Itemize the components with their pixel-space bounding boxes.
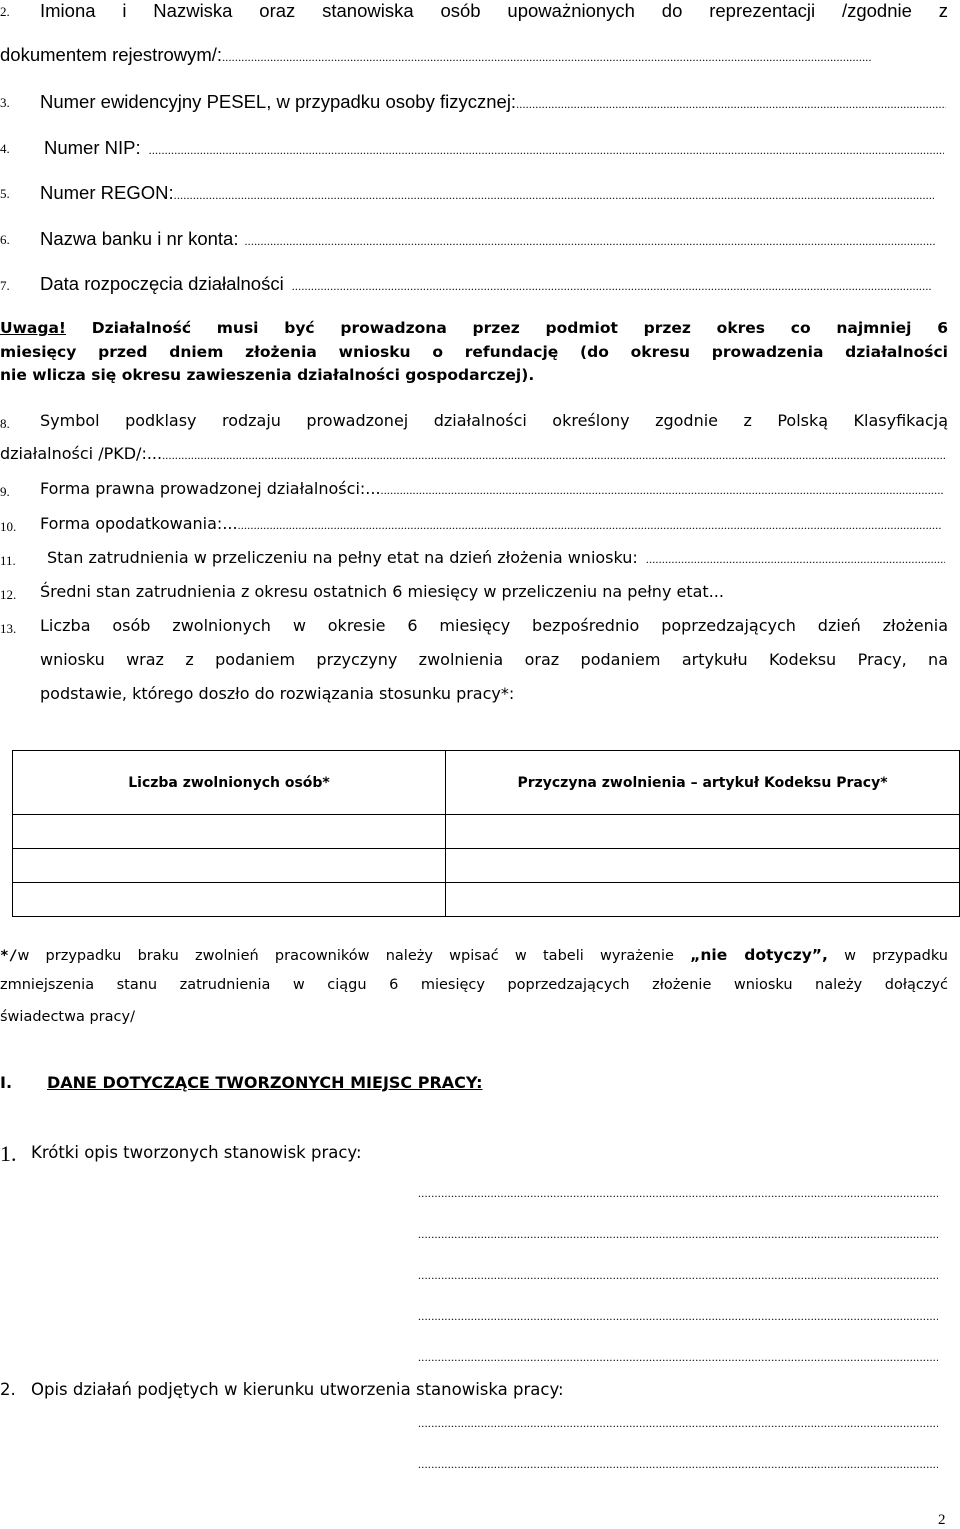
item-4-fill-dots bbox=[149, 143, 944, 158]
warning-line1 bbox=[0, 319, 948, 337]
sub2-answer-line[interactable] bbox=[418, 1416, 938, 1431]
item-2-line1: Imiona i Nazwiska oraz stanowiska osób upoważnionych do reprezentacji /zgodnie z bbox=[40, 0, 948, 21]
item-11-label: Stan zatrudnienia w przeliczeniu na pełny etat na dzień złożenia wniosku: bbox=[47, 548, 638, 567]
warning-line2: miesięcy przed dniem złożenia wniosku o refundację (do okresu prowadzenia działalności bbox=[0, 343, 948, 361]
item-10-row bbox=[40, 514, 942, 533]
item-4-label: Numer NIP: bbox=[44, 137, 141, 158]
sub1-number: 1. bbox=[0, 1141, 17, 1166]
sub1-answer-line[interactable] bbox=[418, 1309, 938, 1324]
sub1-answer-line[interactable] bbox=[418, 1268, 938, 1283]
item-3-row bbox=[40, 91, 946, 113]
footnote-quoted: „nie dotyczy”, bbox=[690, 946, 828, 964]
item-13-line2: wniosku wraz z podaniem przyczyny zwolnienia oraz podaniem artykułu Kodeksu Pracy, na bbox=[40, 650, 948, 669]
item-13-line3: podstawie, którego doszło do rozwiązania stosunku pracy*: bbox=[40, 684, 515, 703]
item-6-fill-dots bbox=[244, 234, 936, 249]
sub1-answer-line[interactable] bbox=[418, 1227, 938, 1242]
footnote-star: */ bbox=[0, 948, 18, 964]
sub2-number: 2. bbox=[0, 1380, 16, 1399]
item-2-line2-text: dokumentem rejestrowym/: bbox=[0, 44, 223, 65]
item-7-row bbox=[40, 273, 932, 295]
item-6-row bbox=[40, 228, 936, 250]
sub1-label: Krótki opis tworzonych stanowisk pracy: bbox=[31, 1143, 362, 1162]
item-6-number: 6. bbox=[0, 232, 10, 247]
item-7-fill-dots bbox=[292, 279, 932, 294]
table-cell-reason[interactable] bbox=[446, 883, 960, 917]
footnote-line1a: w przypadku braku zwolnień pracowników należy wpisać w tabeli wyrażenie bbox=[17, 948, 691, 964]
item-9-number: 9. bbox=[0, 484, 10, 499]
table-row bbox=[13, 883, 960, 917]
item-3-number: 3. bbox=[0, 95, 10, 110]
item-4-number: 4. bbox=[0, 141, 10, 156]
item-2-fill-dots bbox=[222, 50, 872, 65]
sub2-answer-line[interactable] bbox=[418, 1457, 938, 1472]
sub2-label: Opis działań podjętych w kierunku utworzenia stanowiska pracy: bbox=[31, 1380, 564, 1399]
table-row bbox=[13, 849, 960, 883]
table-header-row bbox=[13, 751, 960, 815]
item-9-label: Forma prawna prowadzonej działalności:... bbox=[40, 479, 381, 498]
item-7-number: 7. bbox=[0, 278, 10, 293]
item-4-row bbox=[44, 137, 944, 159]
item-6-label: Nazwa banku i nr konta: bbox=[40, 228, 239, 249]
table-cell-count[interactable] bbox=[13, 883, 446, 917]
item-5-label: Numer REGON: bbox=[40, 182, 174, 203]
item-10-fill-dots bbox=[238, 518, 942, 533]
dismissed-employees-table bbox=[12, 750, 960, 917]
item-12-number: 12. bbox=[0, 587, 17, 602]
table-cell-count[interactable] bbox=[13, 849, 446, 883]
item-10-label: Forma opodatkowania:... bbox=[40, 514, 238, 533]
item-13-number: 13. bbox=[0, 621, 17, 636]
item-9-fill-dots bbox=[381, 483, 944, 498]
footnote-line2: zmniejszenia stanu zatrudnienia w ciągu 6 miesięcy poprzedzających złożenie wniosku należy dołączyć bbox=[0, 977, 948, 993]
item-5-row bbox=[40, 182, 934, 204]
item-8-line2-text: działalności /PKD/:... bbox=[0, 444, 163, 463]
item-2-number: 2. bbox=[0, 4, 10, 19]
item-12-label: Średni stan zatrudnienia z okresu ostatnich 6 miesięcy w przeliczeniu na pełny etat... bbox=[40, 582, 724, 601]
table-header-reason: Przyczyna zwolnienia – artykuł Kodeksu Pracy* bbox=[446, 751, 960, 815]
item-11-number: 11. bbox=[0, 553, 16, 568]
item-8-fill-dots bbox=[162, 448, 946, 463]
sub1-answer-line[interactable] bbox=[418, 1350, 938, 1365]
item-7-label: Data rozpoczęcia działalności bbox=[40, 273, 284, 294]
footnote-line1b: w przypadku bbox=[827, 948, 948, 964]
page-number: 2 bbox=[938, 1512, 946, 1528]
item-9-row bbox=[40, 479, 944, 498]
item-5-number: 5. bbox=[0, 186, 10, 201]
table-cell-reason[interactable] bbox=[446, 849, 960, 883]
sub1-answer-line[interactable] bbox=[418, 1186, 938, 1201]
warning-prefix: Uwaga! bbox=[0, 319, 66, 337]
warning-line1-text: Działalność musi być prowadzona przez podmiot przez okres co najmniej 6 bbox=[66, 319, 948, 337]
section-roman: I. bbox=[0, 1073, 13, 1092]
item-8-line2 bbox=[0, 444, 946, 463]
item-13-line1: Liczba osób zwolnionych w okresie 6 miesięcy bezpośrednio poprzedzających dzień złożenia bbox=[40, 616, 948, 635]
item-8-number: 8. bbox=[0, 416, 10, 431]
item-10-number: 10. bbox=[0, 519, 17, 534]
section-title: DANE DOTYCZĄCE TWORZONYCH MIEJSC PRACY: bbox=[47, 1073, 483, 1092]
table-row bbox=[13, 815, 960, 849]
item-3-fill-dots bbox=[516, 97, 946, 112]
table-cell-reason[interactable] bbox=[446, 815, 960, 849]
item-5-fill-dots bbox=[174, 188, 934, 203]
footnote-line1 bbox=[0, 946, 948, 964]
item-3-label: Numer ewidencyjny PESEL, w przypadku osoby fizycznej: bbox=[40, 91, 517, 112]
table-cell-count[interactable] bbox=[13, 815, 446, 849]
footnote-line3: świadectwa pracy/ bbox=[0, 1009, 135, 1025]
item-11-row bbox=[47, 548, 945, 567]
warning-line3: nie wlicza się okresu zawieszenia działalności gospodarczej). bbox=[0, 366, 535, 384]
item-11-fill-dots bbox=[646, 552, 945, 567]
item-8-line1: Symbol podklasy rodzaju prowadzonej działalności określony zgodnie z Polską Klasyfikacją bbox=[40, 411, 948, 430]
item-2-line2 bbox=[0, 44, 872, 66]
table-header-count: Liczba zwolnionych osób* bbox=[13, 751, 446, 815]
